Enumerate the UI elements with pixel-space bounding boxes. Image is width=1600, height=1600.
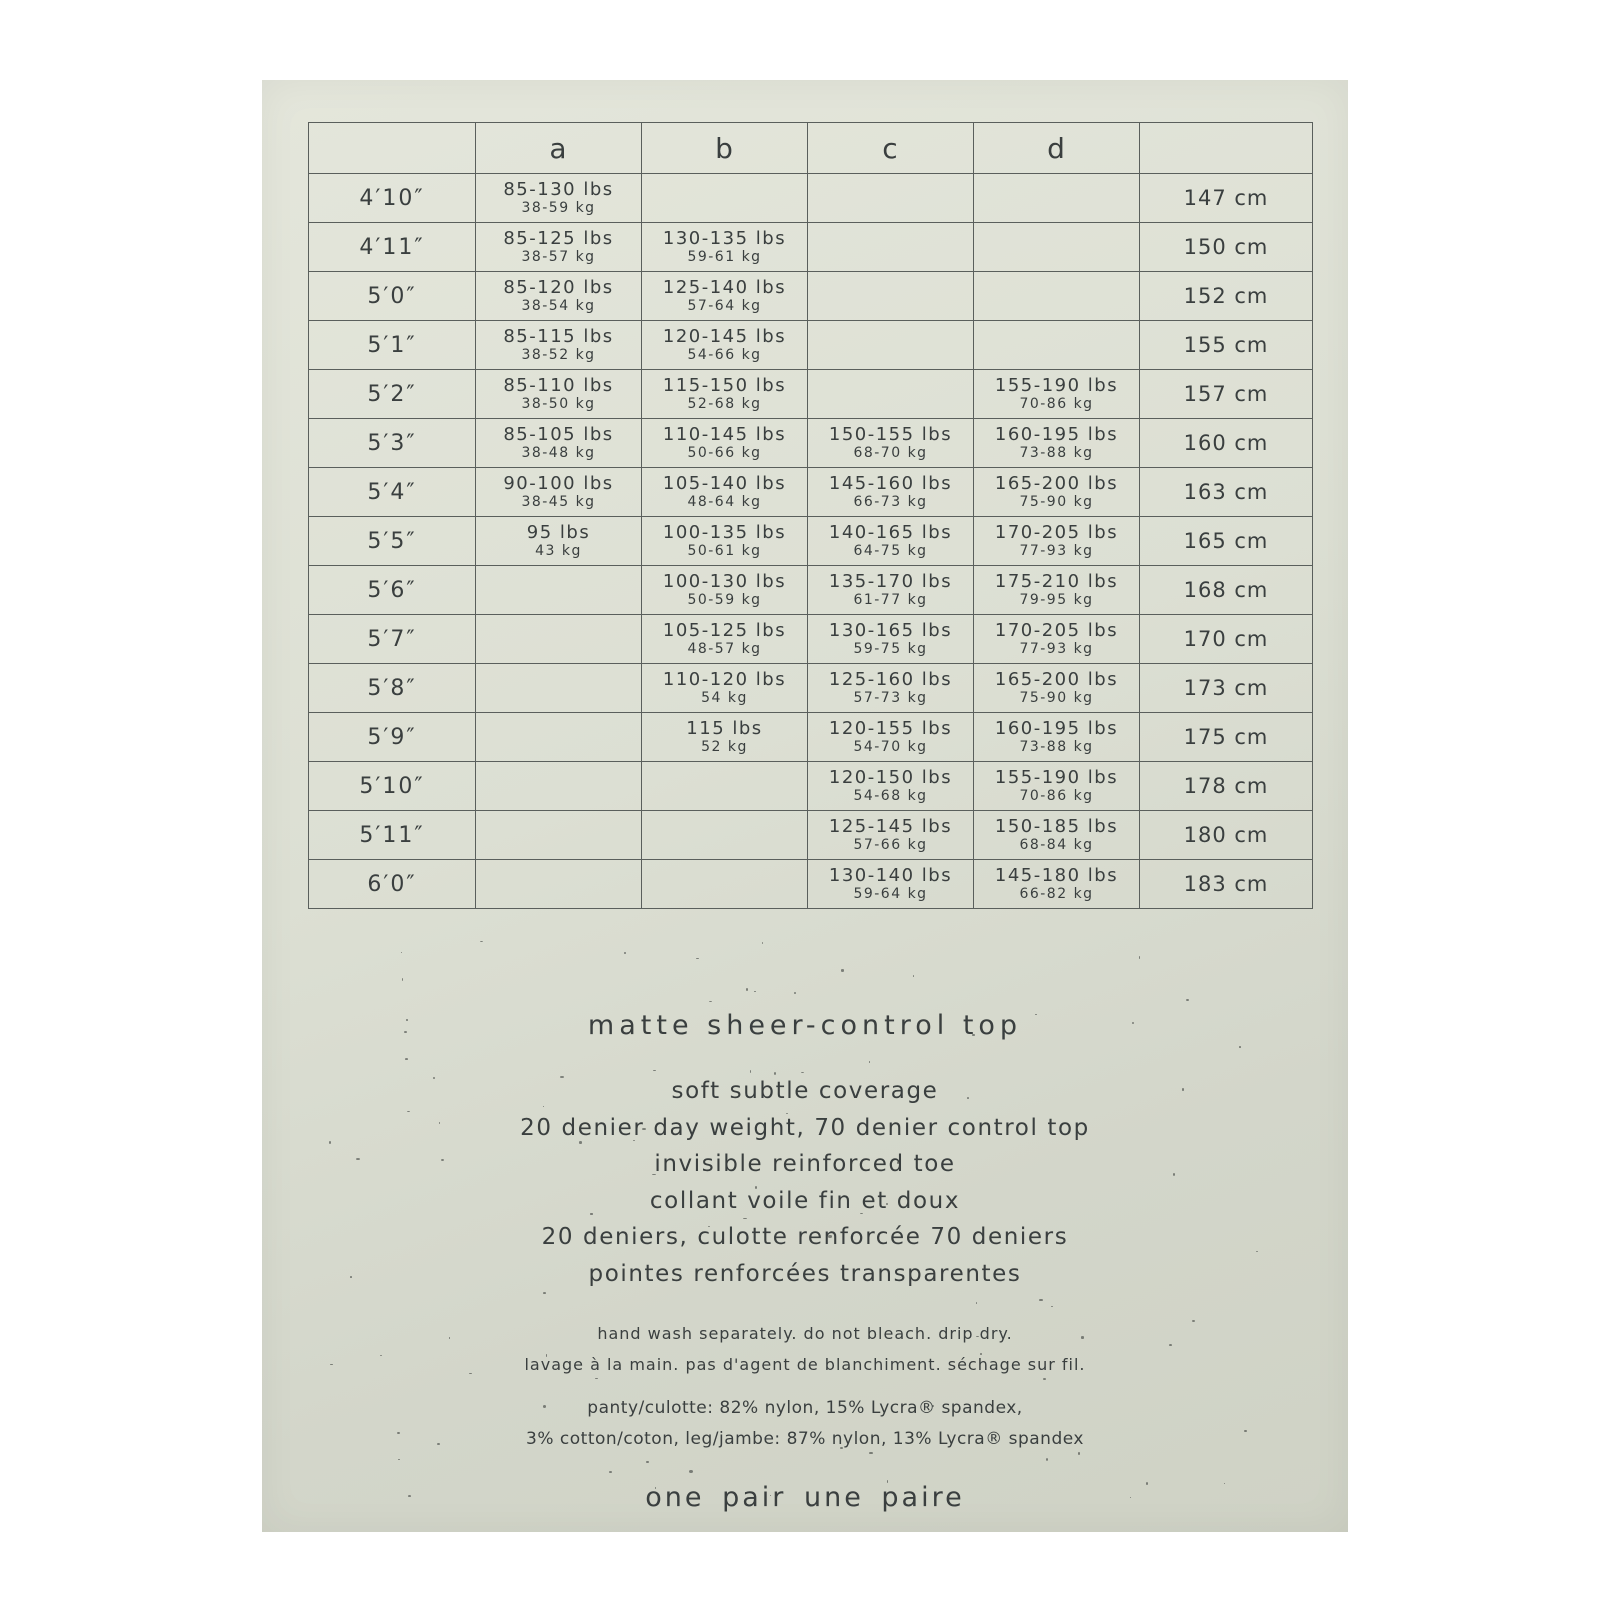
size-chart-row bbox=[309, 223, 1313, 272]
weight-kg: 73-88 kg bbox=[1019, 739, 1094, 755]
weight-lbs: 85-110 lbs bbox=[503, 375, 614, 396]
weight-cell-a bbox=[476, 419, 642, 468]
weight-kg: 59-64 kg bbox=[853, 886, 928, 902]
weight-cell-b bbox=[642, 419, 808, 468]
speck bbox=[762, 942, 763, 944]
speck bbox=[913, 975, 914, 977]
weight-cell-b bbox=[642, 517, 808, 566]
weight-cell-b bbox=[642, 860, 808, 909]
weight-lbs: 145-160 lbs bbox=[828, 473, 953, 494]
speck bbox=[1051, 1306, 1054, 1308]
weight-cell-c bbox=[808, 860, 974, 909]
weight-kg: 38-48 kg bbox=[521, 445, 596, 461]
weight-kg: 54-70 kg bbox=[853, 739, 928, 755]
weight-cell-d bbox=[974, 762, 1140, 811]
weight-kg: 75-90 kg bbox=[1019, 690, 1094, 706]
header-cell-blank-right bbox=[1140, 123, 1313, 174]
speck bbox=[646, 1461, 648, 1463]
features-list bbox=[262, 1073, 1348, 1292]
weight-cell-c bbox=[808, 517, 974, 566]
weight-cell-d bbox=[974, 860, 1140, 909]
weight-cell-a bbox=[476, 370, 642, 419]
weight-kg: 54-68 kg bbox=[853, 788, 928, 804]
weight-cell-c bbox=[808, 223, 974, 272]
weight-cell-c bbox=[808, 370, 974, 419]
height-cell: 6′0″ bbox=[309, 860, 476, 909]
weight-lbs: 125-140 lbs bbox=[662, 277, 787, 298]
weight-cell-d bbox=[974, 566, 1140, 615]
height-cm-cell: 160 cm bbox=[1140, 419, 1313, 468]
speck bbox=[1139, 956, 1140, 958]
size-chart-row bbox=[309, 811, 1313, 860]
weight-cell-a bbox=[476, 762, 642, 811]
speck bbox=[609, 1471, 612, 1473]
speck bbox=[841, 969, 844, 971]
weight-lbs: 120-145 lbs bbox=[662, 326, 787, 347]
speck bbox=[869, 1061, 871, 1063]
weight-cell-c bbox=[808, 321, 974, 370]
weight-cell-b bbox=[642, 223, 808, 272]
weight-cell-b bbox=[642, 468, 808, 517]
height-cm-cell: 152 cm bbox=[1140, 272, 1313, 321]
package-card bbox=[262, 80, 1348, 1532]
header-cell-a: a bbox=[476, 123, 642, 174]
speck bbox=[405, 1058, 408, 1060]
size-chart-table bbox=[308, 122, 1313, 909]
size-chart-body bbox=[309, 123, 1313, 909]
weight-cell-a bbox=[476, 468, 642, 517]
weight-cell-a bbox=[476, 174, 642, 223]
weight-lbs: 120-155 lbs bbox=[828, 718, 953, 739]
weight-lbs: 100-135 lbs bbox=[662, 522, 787, 543]
weight-cell-c bbox=[808, 566, 974, 615]
weight-cell-d bbox=[974, 174, 1140, 223]
weight-lbs: 150-155 lbs bbox=[828, 424, 953, 445]
size-chart-row bbox=[309, 468, 1313, 517]
size-chart-row bbox=[309, 566, 1313, 615]
speck bbox=[480, 941, 483, 942]
header-cell-blank-left bbox=[309, 123, 476, 174]
weight-cell-d bbox=[974, 811, 1140, 860]
height-cell: 5′8″ bbox=[309, 664, 476, 713]
weight-kg: 57-64 kg bbox=[687, 298, 762, 314]
height-cell: 5′7″ bbox=[309, 615, 476, 664]
fabric-line: 3% cotton/coton, leg/jambe: 87% nylon, 13% Lycra® spandex bbox=[526, 1429, 1084, 1449]
weight-lbs: 165-200 lbs bbox=[994, 473, 1119, 494]
weight-kg: 54 kg bbox=[701, 690, 748, 706]
height-cell: 5′4″ bbox=[309, 468, 476, 517]
feature-line: 20 denier day weight, 70 denier control top bbox=[520, 1114, 1090, 1141]
feature-line: invisible reinforced toe bbox=[654, 1151, 956, 1177]
weight-cell-c bbox=[808, 713, 974, 762]
care-line: lavage à la main. pas d'agent de blanchiment. séchage sur fil. bbox=[524, 1355, 1086, 1374]
weight-lbs: 145-180 lbs bbox=[994, 865, 1119, 886]
weight-lbs: 95 lbs bbox=[526, 522, 591, 543]
weight-cell-a bbox=[476, 664, 642, 713]
weight-kg: 66-73 kg bbox=[853, 494, 928, 510]
header-cell-d: d bbox=[974, 123, 1140, 174]
weight-kg: 79-95 kg bbox=[1019, 592, 1094, 608]
size-chart-row bbox=[309, 517, 1313, 566]
weight-lbs: 165-200 lbs bbox=[994, 669, 1119, 690]
weight-lbs: 85-105 lbs bbox=[503, 424, 614, 445]
height-cm-cell: 165 cm bbox=[1140, 517, 1313, 566]
feature-line: 20 deniers, culotte renforcée 70 deniers bbox=[541, 1224, 1069, 1250]
weight-kg: 64-75 kg bbox=[853, 543, 928, 559]
weight-lbs: 110-120 lbs bbox=[662, 669, 787, 690]
weight-lbs: 105-140 lbs bbox=[662, 473, 787, 494]
weight-kg: 57-73 kg bbox=[853, 690, 928, 706]
weight-lbs: 85-115 lbs bbox=[503, 326, 614, 347]
feature-line: collant voile fin et doux bbox=[649, 1187, 961, 1214]
weight-kg: 61-77 kg bbox=[853, 592, 928, 608]
speck bbox=[1239, 1046, 1240, 1048]
height-cm-cell: 157 cm bbox=[1140, 370, 1313, 419]
weight-lbs: 155-190 lbs bbox=[994, 767, 1119, 788]
speck bbox=[401, 952, 403, 953]
weight-lbs: 155-190 lbs bbox=[994, 375, 1119, 396]
weight-kg: 77-93 kg bbox=[1019, 543, 1094, 559]
weight-cell-a bbox=[476, 713, 642, 762]
speck bbox=[624, 952, 626, 954]
weight-cell-b bbox=[642, 713, 808, 762]
weight-cell-a bbox=[476, 517, 642, 566]
weight-cell-b bbox=[642, 762, 808, 811]
weight-cell-a bbox=[476, 321, 642, 370]
weight-cell-c bbox=[808, 664, 974, 713]
weight-kg: 70-86 kg bbox=[1019, 788, 1094, 804]
size-chart-row bbox=[309, 321, 1313, 370]
weight-kg: 38-59 kg bbox=[521, 200, 596, 216]
weight-kg: 68-70 kg bbox=[853, 445, 928, 461]
height-cell: 5′5″ bbox=[309, 517, 476, 566]
weight-kg: 52-68 kg bbox=[687, 396, 762, 412]
weight-lbs: 85-120 lbs bbox=[503, 277, 614, 298]
pair-count: one pair une paire bbox=[645, 1482, 965, 1513]
weight-lbs: 100-130 lbs bbox=[662, 571, 787, 592]
weight-cell-d bbox=[974, 664, 1140, 713]
weight-lbs: 115-150 lbs bbox=[662, 375, 787, 396]
weight-kg: 38-50 kg bbox=[521, 396, 596, 412]
weight-cell-d bbox=[974, 517, 1140, 566]
weight-lbs: 140-165 lbs bbox=[828, 522, 953, 543]
weight-kg: 43 kg bbox=[535, 543, 582, 559]
header-cell-c: c bbox=[808, 123, 974, 174]
weight-cell-a bbox=[476, 272, 642, 321]
weight-cell-c bbox=[808, 419, 974, 468]
weight-lbs: 125-145 lbs bbox=[828, 816, 953, 837]
weight-cell-b bbox=[642, 272, 808, 321]
size-chart-row bbox=[309, 713, 1313, 762]
height-cm-cell: 173 cm bbox=[1140, 664, 1313, 713]
height-cell: 5′9″ bbox=[309, 713, 476, 762]
weight-cell-c bbox=[808, 615, 974, 664]
weight-kg: 59-61 kg bbox=[687, 249, 762, 265]
weight-lbs: 120-150 lbs bbox=[828, 767, 953, 788]
weight-cell-d bbox=[974, 272, 1140, 321]
weight-lbs: 85-125 lbs bbox=[503, 228, 614, 249]
weight-cell-a bbox=[476, 566, 642, 615]
weight-cell-d bbox=[974, 321, 1140, 370]
weight-cell-a bbox=[476, 811, 642, 860]
height-cm-cell: 178 cm bbox=[1140, 762, 1313, 811]
product-title: matte sheer-control top bbox=[587, 1010, 1023, 1041]
care-instructions bbox=[262, 1318, 1348, 1380]
speck bbox=[402, 978, 403, 981]
size-chart-row bbox=[309, 419, 1313, 468]
weight-cell-d bbox=[974, 713, 1140, 762]
weight-kg: 38-57 kg bbox=[521, 249, 596, 265]
height-cell: 5′0″ bbox=[309, 272, 476, 321]
weight-lbs: 135-170 lbs bbox=[828, 571, 953, 592]
speck bbox=[794, 992, 797, 994]
weight-cell-c bbox=[808, 272, 974, 321]
weight-kg: 50-66 kg bbox=[687, 445, 762, 461]
weight-cell-a bbox=[476, 223, 642, 272]
size-chart-row bbox=[309, 664, 1313, 713]
weight-cell-b bbox=[642, 811, 808, 860]
speck bbox=[754, 991, 755, 992]
height-cm-cell: 168 cm bbox=[1140, 566, 1313, 615]
weight-lbs: 175-210 lbs bbox=[994, 571, 1119, 592]
weight-kg: 50-59 kg bbox=[687, 592, 762, 608]
weight-lbs: 90-100 lbs bbox=[503, 473, 614, 494]
height-cm-cell: 170 cm bbox=[1140, 615, 1313, 664]
weight-kg: 73-88 kg bbox=[1019, 445, 1094, 461]
weight-kg: 52 kg bbox=[701, 739, 748, 755]
weight-lbs: 130-135 lbs bbox=[662, 228, 787, 249]
weight-cell-b bbox=[642, 370, 808, 419]
weight-lbs: 125-160 lbs bbox=[828, 669, 953, 690]
speck bbox=[696, 958, 698, 959]
weight-kg: 48-57 kg bbox=[687, 641, 762, 657]
weight-cell-d bbox=[974, 419, 1140, 468]
weight-lbs: 105-125 lbs bbox=[662, 620, 787, 641]
height-cm-cell: 147 cm bbox=[1140, 174, 1313, 223]
weight-cell-b bbox=[642, 566, 808, 615]
fabric-line: panty/culotte: 82% nylon, 15% Lycra® spandex, bbox=[587, 1398, 1023, 1418]
height-cm-cell: 183 cm bbox=[1140, 860, 1313, 909]
weight-lbs: 110-145 lbs bbox=[662, 424, 787, 445]
care-line: hand wash separately. do not bleach. drip dry. bbox=[597, 1324, 1013, 1343]
height-cell: 5′3″ bbox=[309, 419, 476, 468]
height-cm-cell: 155 cm bbox=[1140, 321, 1313, 370]
weight-cell-b bbox=[642, 615, 808, 664]
weight-lbs: 130-165 lbs bbox=[828, 620, 953, 641]
weight-cell-b bbox=[642, 664, 808, 713]
size-chart-row bbox=[309, 762, 1313, 811]
speck bbox=[976, 1302, 977, 1304]
weight-cell-a bbox=[476, 615, 642, 664]
weight-kg: 68-84 kg bbox=[1019, 837, 1094, 853]
height-cell: 5′6″ bbox=[309, 566, 476, 615]
speck bbox=[709, 1001, 712, 1002]
weight-cell-b bbox=[642, 321, 808, 370]
weight-lbs: 150-185 lbs bbox=[994, 816, 1119, 837]
weight-kg: 70-86 kg bbox=[1019, 396, 1094, 412]
height-cm-cell: 150 cm bbox=[1140, 223, 1313, 272]
speck bbox=[689, 1470, 693, 1473]
weight-lbs: 130-140 lbs bbox=[828, 865, 953, 886]
size-chart-row bbox=[309, 272, 1313, 321]
weight-cell-c bbox=[808, 811, 974, 860]
weight-kg: 50-61 kg bbox=[687, 543, 762, 559]
height-cell: 4′11″ bbox=[309, 223, 476, 272]
speck bbox=[653, 1070, 656, 1072]
weight-kg: 54-66 kg bbox=[687, 347, 762, 363]
weight-kg: 57-66 kg bbox=[853, 837, 928, 853]
weight-cell-d bbox=[974, 223, 1140, 272]
size-chart-row bbox=[309, 615, 1313, 664]
weight-cell-b bbox=[642, 174, 808, 223]
weight-kg: 38-54 kg bbox=[521, 298, 596, 314]
weight-kg: 66-82 kg bbox=[1019, 886, 1094, 902]
height-cell: 5′2″ bbox=[309, 370, 476, 419]
weight-kg: 75-90 kg bbox=[1019, 494, 1094, 510]
size-chart-row bbox=[309, 174, 1313, 223]
height-cm-cell: 163 cm bbox=[1140, 468, 1313, 517]
speck bbox=[1046, 1458, 1048, 1461]
height-cell: 5′10″ bbox=[309, 762, 476, 811]
weight-lbs: 170-205 lbs bbox=[994, 522, 1119, 543]
weight-kg: 59-75 kg bbox=[853, 641, 928, 657]
speck bbox=[1186, 999, 1188, 1001]
feature-line: soft subtle coverage bbox=[671, 1078, 939, 1104]
feature-line: pointes renforcées transparentes bbox=[588, 1260, 1022, 1287]
weight-cell-c bbox=[808, 468, 974, 517]
weight-lbs: 160-195 lbs bbox=[994, 718, 1119, 739]
height-cell: 4′10″ bbox=[309, 174, 476, 223]
weight-kg: 38-45 kg bbox=[521, 494, 596, 510]
fabric-content bbox=[262, 1393, 1348, 1455]
weight-kg: 77-93 kg bbox=[1019, 641, 1094, 657]
weight-lbs: 115 lbs bbox=[686, 718, 763, 739]
header-cell-b: b bbox=[642, 123, 808, 174]
height-cell: 5′1″ bbox=[309, 321, 476, 370]
speck bbox=[398, 1459, 400, 1461]
weight-cell-d bbox=[974, 468, 1140, 517]
size-chart-row bbox=[309, 370, 1313, 419]
height-cm-cell: 180 cm bbox=[1140, 811, 1313, 860]
speck bbox=[1039, 1299, 1043, 1302]
weight-lbs: 160-195 lbs bbox=[994, 424, 1119, 445]
weight-cell-d bbox=[974, 370, 1140, 419]
weight-cell-c bbox=[808, 762, 974, 811]
weight-lbs: 85-130 lbs bbox=[503, 179, 614, 200]
size-chart-header-row bbox=[309, 123, 1313, 174]
weight-kg: 48-64 kg bbox=[687, 494, 762, 510]
weight-cell-d bbox=[974, 615, 1140, 664]
weight-lbs: 170-205 lbs bbox=[994, 620, 1119, 641]
weight-cell-c bbox=[808, 174, 974, 223]
height-cm-cell: 175 cm bbox=[1140, 713, 1313, 762]
height-cell: 5′11″ bbox=[309, 811, 476, 860]
weight-kg: 38-52 kg bbox=[521, 347, 596, 363]
weight-cell-a bbox=[476, 860, 642, 909]
size-chart-row bbox=[309, 860, 1313, 909]
speck bbox=[746, 988, 748, 991]
